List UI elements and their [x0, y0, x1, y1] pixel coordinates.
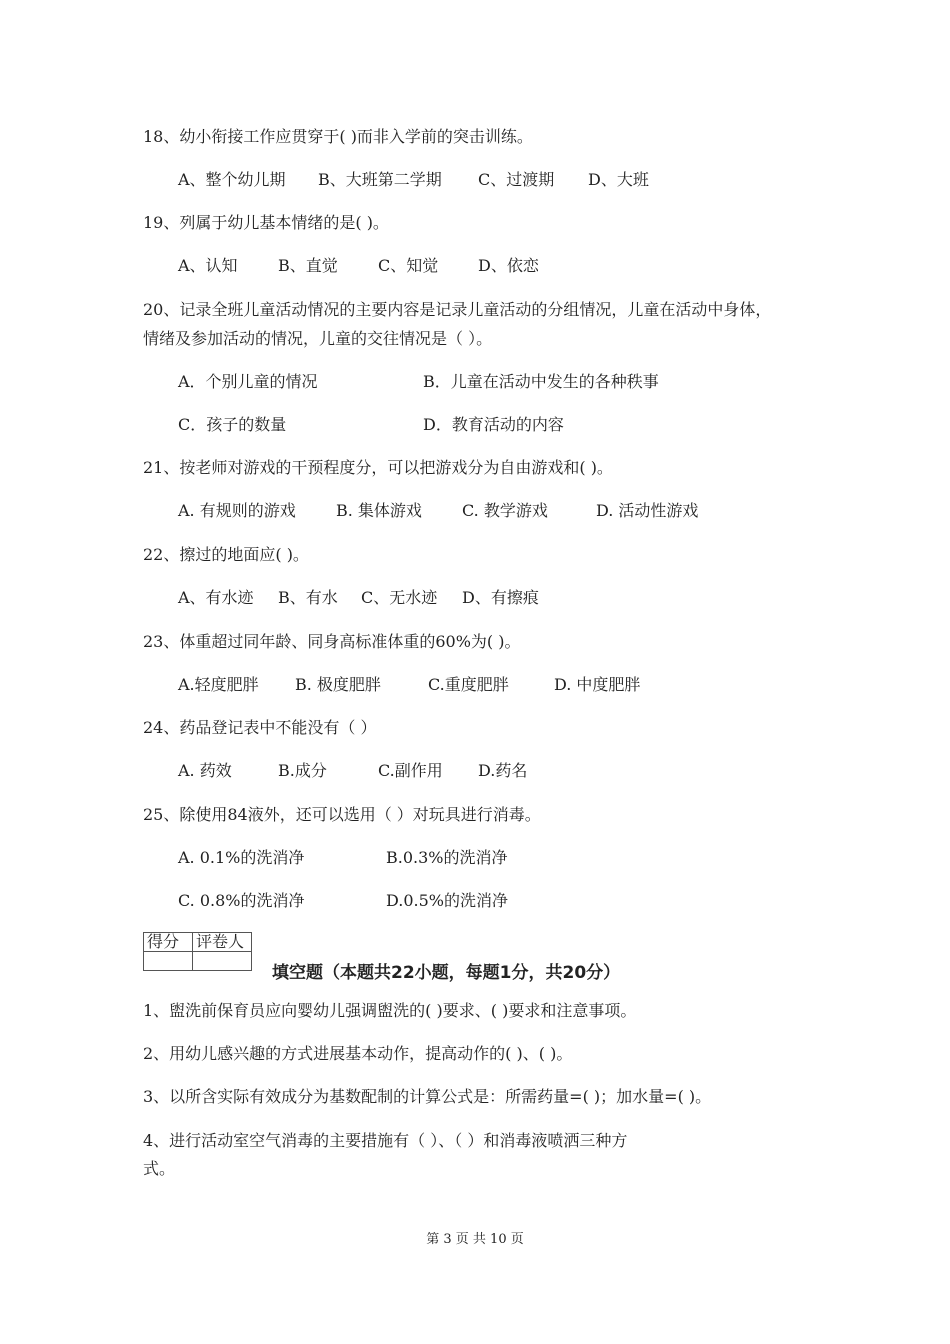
question-25-option-c: C. 0.8%的洗消净: [178, 891, 305, 910]
section-title: 填空题（本题共22小题，每题1分，共20分）: [272, 963, 621, 983]
question-25-option-d: D.0.5%的洗消净: [386, 891, 508, 910]
grader-cell[interactable]: [193, 952, 252, 971]
grader-label: 评卷人: [193, 933, 252, 952]
score-box: [143, 932, 252, 971]
question-20-option-a: A．个别儿童的情况: [178, 372, 318, 391]
question-25-option-a: A. 0.1%的洗消净: [178, 848, 305, 867]
question-24-option-b: B.成分: [278, 761, 327, 780]
fill-blank-1: 1、盥洗前保育员应向婴幼儿强调盥洗的( )要求、( )要求和注意事项。: [143, 1001, 637, 1020]
question-23-option-b: B. 极度肥胖: [295, 675, 381, 694]
score-cell[interactable]: [144, 952, 193, 971]
question-22-stem: 22、擦过的地面应( )。: [143, 545, 309, 564]
question-18-stem: 18、幼小衔接工作应贯穿于( )而非入学前的突击训练。: [143, 127, 533, 146]
question-24-option-a: A. 药效: [178, 761, 232, 780]
question-24-stem: 24、药品登记表中不能没有（ ）: [143, 718, 377, 737]
question-23-option-c: C.重度肥胖: [428, 675, 509, 694]
score-label: 得分: [144, 933, 193, 952]
question-25-stem: 25、除使用84液外，还可以选用（ ）对玩具进行消毒。: [143, 805, 541, 824]
question-18-option-b: B、大班第二学期: [318, 170, 442, 189]
fill-blank-3: 3、以所含实际有效成分为基数配制的计算公式是：所需药量=( )；加水量=( )。: [143, 1087, 712, 1106]
question-20-option-c: C．孩子的数量: [178, 415, 287, 434]
page-footer: 第 3 页 共 10 页: [426, 1232, 524, 1247]
question-19-option-c: C、知觉: [378, 256, 439, 275]
question-21-option-d: D. 活动性游戏: [596, 501, 699, 520]
fill-blank-4: 4、进行活动室空气消毒的主要措施有（ ）、（ ）和消毒液喷洒三种方: [143, 1131, 628, 1150]
question-18-option-c: C、过渡期: [478, 170, 555, 189]
question-18-option-a: A、整个幼儿期: [178, 170, 286, 189]
question-21-option-c: C. 教学游戏: [462, 501, 548, 520]
question-19-option-a: A、认知: [178, 256, 238, 275]
question-19-stem: 19、列属于幼儿基本情绪的是( )。: [143, 213, 389, 232]
question-22-option-a: A、有水迹: [178, 588, 254, 607]
question-21-option-b: B. 集体游戏: [336, 501, 422, 520]
question-23-stem: 23、体重超过同年龄、同身高标准体重的60%为( )。: [143, 632, 521, 651]
question-22-option-c: C、无水迹: [361, 588, 438, 607]
question-23-option-d: D. 中度肥胖: [554, 675, 641, 694]
question-20-option-d: D．教育活动的内容: [423, 415, 564, 434]
question-21-option-a: A. 有规则的游戏: [178, 501, 296, 520]
question-24-option-c: C.副作用: [378, 761, 443, 780]
question-23-option-a: A.轻度肥胖: [178, 675, 259, 694]
question-20-stem-continued: 情绪及参加活动的情况，儿童的交往情况是（ ）。: [143, 329, 493, 348]
question-18-option-d: D、大班: [588, 170, 649, 189]
question-25-option-b: B.0.3%的洗消净: [386, 848, 508, 867]
fill-blank-4-continued: 式。: [143, 1159, 176, 1178]
fill-blank-2: 2、用幼儿感兴趣的方式进展基本动作，提高动作的( )、( )。: [143, 1044, 573, 1063]
question-20-stem: 20、记录全班儿童活动情况的主要内容是记录儿童活动的分组情况，儿童在活动中身体，: [143, 300, 772, 319]
question-22-option-d: D、有擦痕: [462, 588, 539, 607]
question-22-option-b: B、有水: [278, 588, 338, 607]
question-20-option-b: B．儿童在活动中发生的各种秩事: [423, 372, 659, 391]
question-21-stem: 21、按老师对游戏的干预程度分，可以把游戏分为自由游戏和( )。: [143, 458, 613, 477]
question-19-option-d: D、依恋: [478, 256, 539, 275]
question-24-option-d: D.药名: [478, 761, 528, 780]
question-19-option-b: B、直觉: [278, 256, 338, 275]
